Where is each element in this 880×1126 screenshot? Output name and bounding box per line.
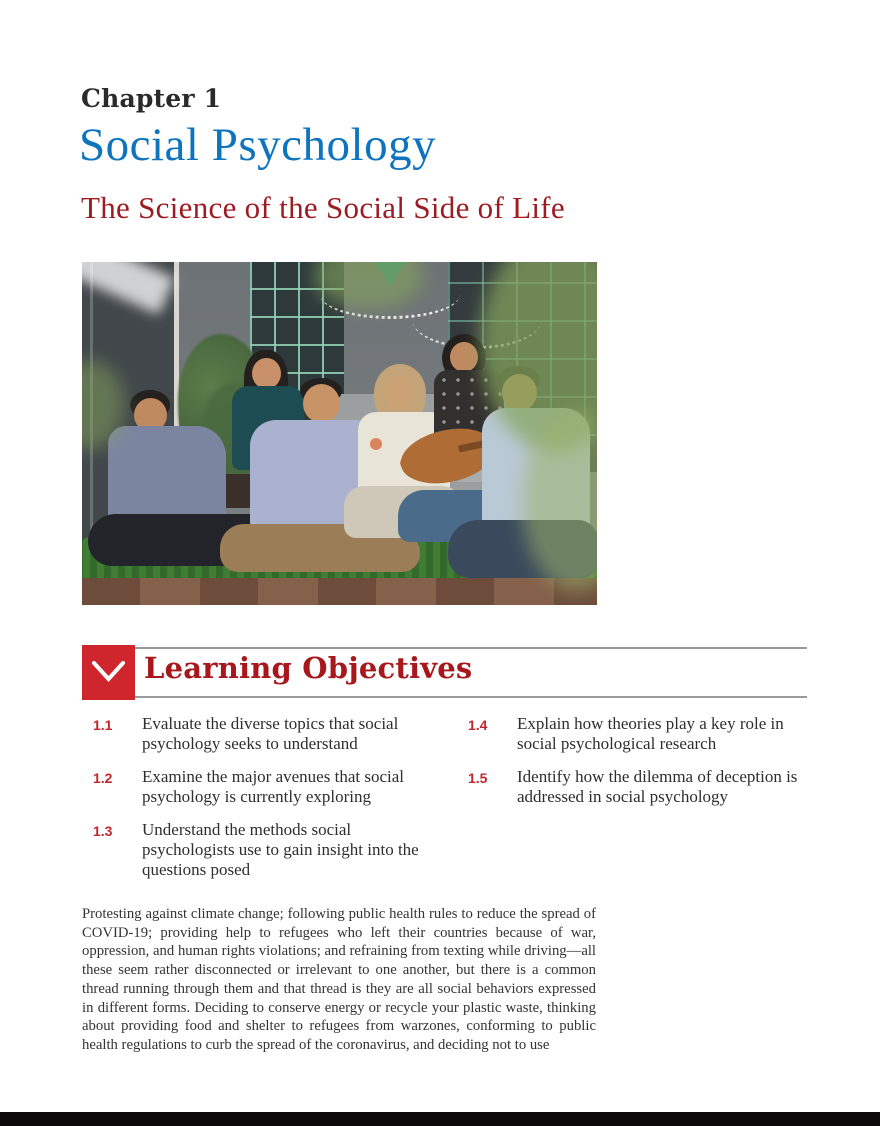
chevron-down-icon: [82, 645, 135, 700]
page-bottom-bar: [0, 1112, 880, 1126]
body-paragraph: Protesting against climate change; following public health rules to reduce the spread of COVID-19; providing help to refugees who left their countries because of war, oppression, and human rights violations; and refraining from texting while driving—all these seem rather disconnected or irrelevant to one another, but there is a common thread running through them and that thread is they are all social behaviors expressed in different forms. Deciding to conserve energy or recycle your plastic waste, thinking about providing food and shelter to refugees from warzones, conforming to public health regulations to curb the spread of the coronavirus, and deciding not to use: [82, 906, 596, 1053]
chapter-opener-photo: [82, 262, 597, 605]
objective-text: Explain how theories play a key role in social psychological research: [517, 714, 784, 753]
person-center-man: [303, 384, 340, 423]
objective-number: 1.4: [468, 717, 488, 733]
objective-text: Examine the major avenues that social psychology is currently exploring: [142, 767, 404, 806]
photo-floor: [82, 578, 597, 605]
objective-number: 1.1: [93, 717, 113, 733]
person-left-man: [108, 426, 226, 528]
objective-text: Understand the methods social psychologists use to gain insight into the questions posed: [142, 820, 419, 879]
objective-number: 1.2: [93, 770, 113, 786]
objective-item: [93, 820, 445, 880]
objective-item: [93, 767, 445, 807]
learning-objectives-heading: Learning Objectives: [144, 651, 473, 685]
person-guitar-woman: [450, 342, 478, 372]
objective-item: [93, 714, 445, 754]
banner-rule-top: [82, 647, 807, 649]
objective-item: [468, 714, 820, 754]
banner-rule-bottom: [82, 696, 807, 698]
chapter-kicker: Chapter 1: [81, 84, 222, 113]
objectives-column-left: [93, 714, 445, 893]
objective-text: Evaluate the diverse topics that social psychology seeks to understand: [142, 714, 399, 753]
objective-number: 1.3: [93, 823, 113, 839]
objective-item: [468, 767, 820, 807]
objective-number: 1.5: [468, 770, 488, 786]
objectives-column-right: [468, 714, 820, 820]
person-hijab-woman: [384, 376, 414, 409]
person-back-woman: [252, 358, 281, 389]
objective-text: Identify how the dilemma of deception is addressed in social psychology: [517, 767, 798, 806]
person-hijab-woman: [370, 438, 382, 450]
chapter-title: Social Psychology: [79, 119, 437, 171]
chapter-subtitle: The Science of the Social Side of Life: [81, 190, 565, 225]
learning-objectives-badge: [82, 645, 135, 700]
